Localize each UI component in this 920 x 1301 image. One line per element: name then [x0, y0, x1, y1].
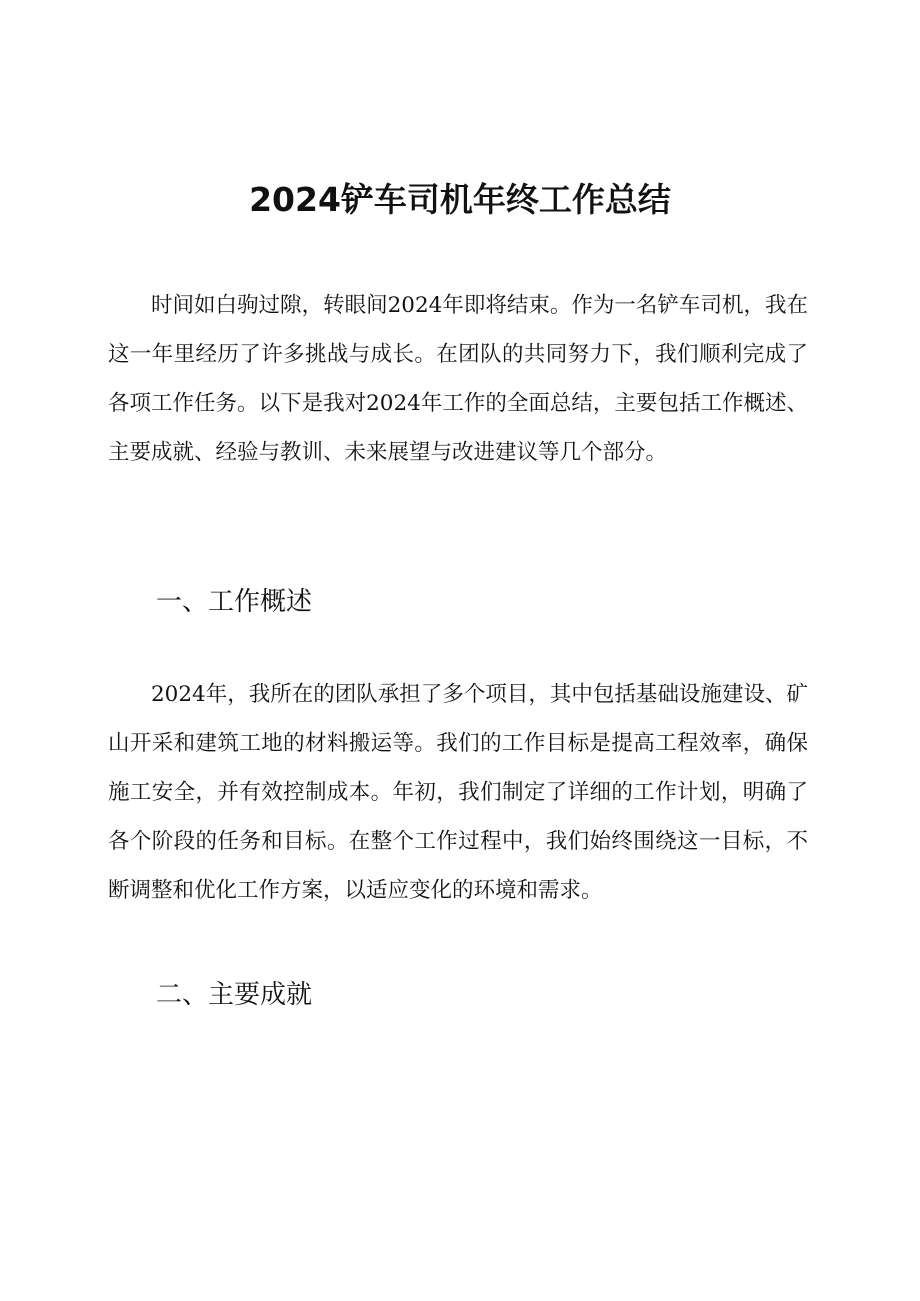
section-heading-work-overview: 一、工作概述	[156, 587, 313, 617]
section-body-work-overview: 2024年，我所在的团队承担了多个项目，其中包括基础设施建设、矿山开采和建筑工地的材料搬运等。我们的工作目标是提高工程效率，确保施工安全，并有效控制成本。年初，我们制定了详细的工作计划，明确了各个阶段的任务和目标。在整个工作过程中，我们始终围绕这一目标，不断调整和优化工作方案，以适应变化的环境和需求。	[108, 682, 808, 903]
section-heading-main-achievements: 二、主要成就	[156, 980, 313, 1010]
document-title: 2024铲车司机年终工作总结	[249, 180, 671, 219]
intro-paragraph: 时间如白驹过隙，转眼间2024年即将结束。作为一名铲车司机，我在这一年里经历了许多挑战与成长。在团队的共同努力下，我们顺利完成了各项工作任务。以下是我对2024年工作的全面总结，主要包括工作概述、主要成就、经验与教训、未来展望与改进建议等几个部分。	[108, 293, 808, 465]
